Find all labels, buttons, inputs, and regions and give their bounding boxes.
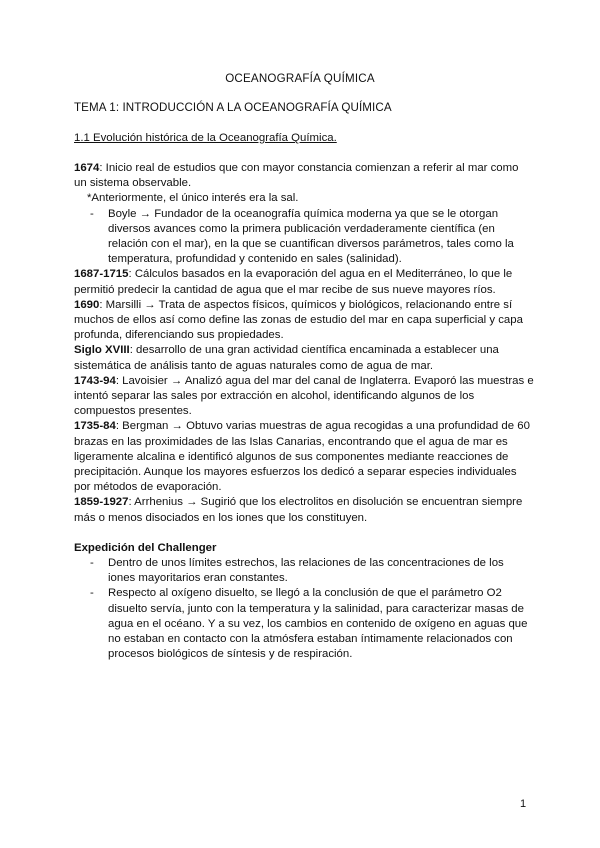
entry-text: : desarrollo de una gran actividad científica encaminada a establecer una sistemática de análisis tanto de aguas naturales como de agua de mar. — [74, 344, 499, 372]
entry-year: 1687-1715 — [74, 268, 129, 281]
list-dash: - — [90, 207, 94, 220]
entry-1674 — [74, 161, 534, 191]
entry-text: : Bergman → Obtuvo varias muestras de agua recogidas a una profundidad de 60 brazas en las proximidades de las Islas Canarias, encontrando que el agua de mar es ligeramente alcalina e identificó algunos de sus componentes mediante reacciones de precipitación. Aunque los mayores esfuerzos los dedicó a separar especies individuales por métodos de evaporación. — [74, 420, 530, 494]
entry-note: *Anteriormente, el único interés era la sal. — [87, 192, 299, 205]
topic-heading: TEMA 1: INTRODUCCIÓN A LA OCEANOGRAFÍA QUÍMICA — [74, 101, 392, 114]
entry-year: 1743-94 — [74, 374, 116, 387]
list-item — [74, 586, 534, 662]
entry-1743 — [74, 374, 534, 420]
entry-text: : Marsilli → Trata de aspectos físicos, químicos y biológicos, relacionando entre sí muchos de ellos así como define las zonas de estudio del mar en capa superficial y capa profunda, diferenciando sus propiedades. — [74, 298, 523, 342]
entry-1690 — [74, 298, 534, 344]
entry-text: : Cálculos basados en la evaporación del agua en el Mediterráneo, lo que le permitió predecir la cantidad de agua que el mar recibe de sus nueve mayores ríos. — [74, 268, 513, 296]
list-item-boyle — [74, 207, 534, 268]
entry-text: : Inicio real de estudios que con mayor constancia comienzan a referir al mar como un sistema observable. — [74, 162, 519, 190]
entry-year: 1674 — [74, 162, 100, 174]
section-subtitle: 1.1 Evolución histórica de la Oceanografía Química. — [74, 132, 337, 144]
list-item-text: Boyle → Fundador de la oceanografía química moderna ya que se le otorgan diversos avances como la primera publicación verdaderamente científica (en relación con el mar), en la que se cuantifican diversos parámetros, tales como la temperatura, profundidad y contenido en sales (salinidad). — [108, 207, 514, 266]
list-dash: - — [90, 557, 94, 570]
entry-year: 1735-84 — [74, 420, 116, 433]
entry-1859 — [74, 495, 534, 525]
entry-text: : Lavoisier → Analizó agua del mar del canal de Inglaterra. Evaporó las muestras e intentó separar las sales por extracción en alcohol, identificando algunos de los compuestos presentes. — [74, 374, 534, 418]
entry-1735 — [74, 419, 534, 495]
page-number: 1 — [520, 798, 527, 810]
entry-year: 1859-1927 — [74, 496, 129, 509]
entry-year: 1690 — [74, 298, 100, 311]
list-item-text: Dentro de unos límites estrechos, las relaciones de las concentraciones de los iones mayoritarios eran constantes. — [108, 557, 504, 585]
list-dash: - — [90, 587, 94, 600]
entry-1687 — [74, 267, 534, 297]
list-item-text: Respecto al oxígeno disuelto, se llegó a la conclusión de que el parámetro O2 disuelto servía, junto con la temperatura y la salinidad, para caracterizar masas de agua en el océano. Y a su vez, los cambios en contenido de oxígeno en aguas que no estaban en contacto con la atmósfera estaban íntimamente relacionados con procesos biológicos de síntesis y de respiración. — [108, 587, 528, 661]
document-body — [74, 161, 534, 663]
entry-siglo-xviii — [74, 343, 534, 373]
list-item — [74, 556, 534, 586]
challenger-heading: Expedición del Challenger — [74, 541, 217, 554]
entry-year: Siglo XVIII — [74, 344, 130, 357]
document-title: OCEANOGRAFÍA QUÍMICA — [225, 72, 375, 85]
entry-text: : Arrhenius → Sugirió que los electrolitos en disolución se encuentran siempre más o menos disociados en los iones que los constituyen. — [74, 496, 523, 524]
